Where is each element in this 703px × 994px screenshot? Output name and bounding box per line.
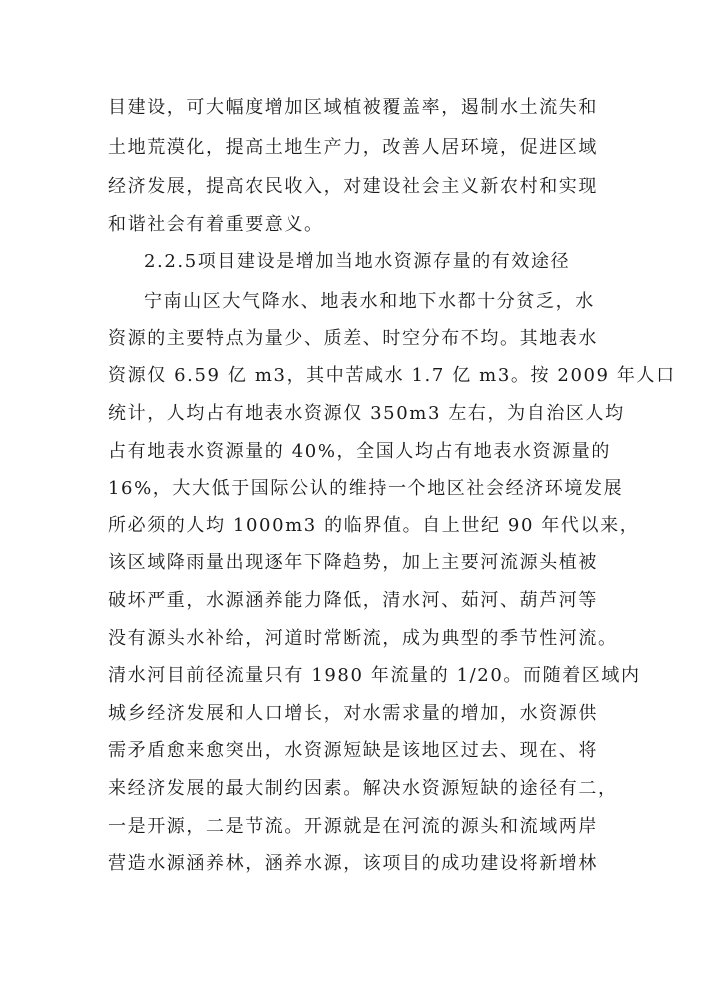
paragraph-2-line: 营造水源涵养林，涵养水源，该项目的成功建设将新增林 <box>108 853 598 874</box>
paragraph-2-line: 该区域降雨量出现逐年下降趋势，加上主要河流源头植被 <box>108 552 598 573</box>
paragraph-2-line: 16%，大大低于国际公认的维持一个地区社会经济环境发展 <box>108 478 624 499</box>
paragraph-1-line: 和谐社会有着重要意义。 <box>108 214 324 235</box>
paragraph-2-line: 来经济发展的最大制约因素。解决水资源短缺的途径有二， <box>108 778 618 799</box>
paragraph-2-line: 统计，人均占有地表水资源仅 350m3 左右，为自治区人均 <box>108 403 625 424</box>
section-heading: 2.2.5项目建设是增加当地水资源存量的有效途径 <box>144 251 571 272</box>
paragraph-2-line: 没有源头水补给，河道时常断流，成为典型的季节性河流。 <box>108 628 618 649</box>
paragraph-2-line: 清水河目前径流量只有 1980 年流量的 1/20。而随着区域内 <box>108 665 641 686</box>
paragraph-1-line: 目建设，可大幅度增加区域植被覆盖率，遏制水土流失和 <box>108 97 598 118</box>
paragraph-2-line: 所必须的人均 1000m3 的临界值。自上世纪 90 年代以来， <box>108 515 640 536</box>
paragraph-2-line: 占有地表水资源量的 40%，全国人均占有地表水资源量的 <box>108 441 611 462</box>
paragraph-2-line: 宁南山区大气降水、地表水和地下水都十分贫乏，水 <box>144 291 595 312</box>
paragraph-2-line: 资源的主要特点为量少、质差、时空分布不均。其地表水 <box>108 328 598 349</box>
paragraph-2-line: 破坏严重，水源涵养能力降低，清水河、茹河、葫芦河等 <box>108 590 598 611</box>
paragraph-2-line: 需矛盾愈来愈突出，水资源短缺是该地区过去、现在、将 <box>108 740 598 761</box>
paragraph-1-line: 土地荒漠化，提高土地生产力，改善人居环境，促进区域 <box>108 137 598 158</box>
paragraph-2-line: 城乡经济发展和人口增长，对水需求量的增加，水资源供 <box>108 703 598 724</box>
paragraph-2-line: 一是开源，二是节流。开源就是在河流的源头和流域两岸 <box>108 816 598 837</box>
paragraph-1-line: 经济发展，提高农民收入，对建设社会主义新农村和实现 <box>108 176 598 197</box>
paragraph-2-line: 资源仅 6.59 亿 m3，其中苦咸水 1.7 亿 m3。按 2009 年人口 <box>108 365 676 386</box>
